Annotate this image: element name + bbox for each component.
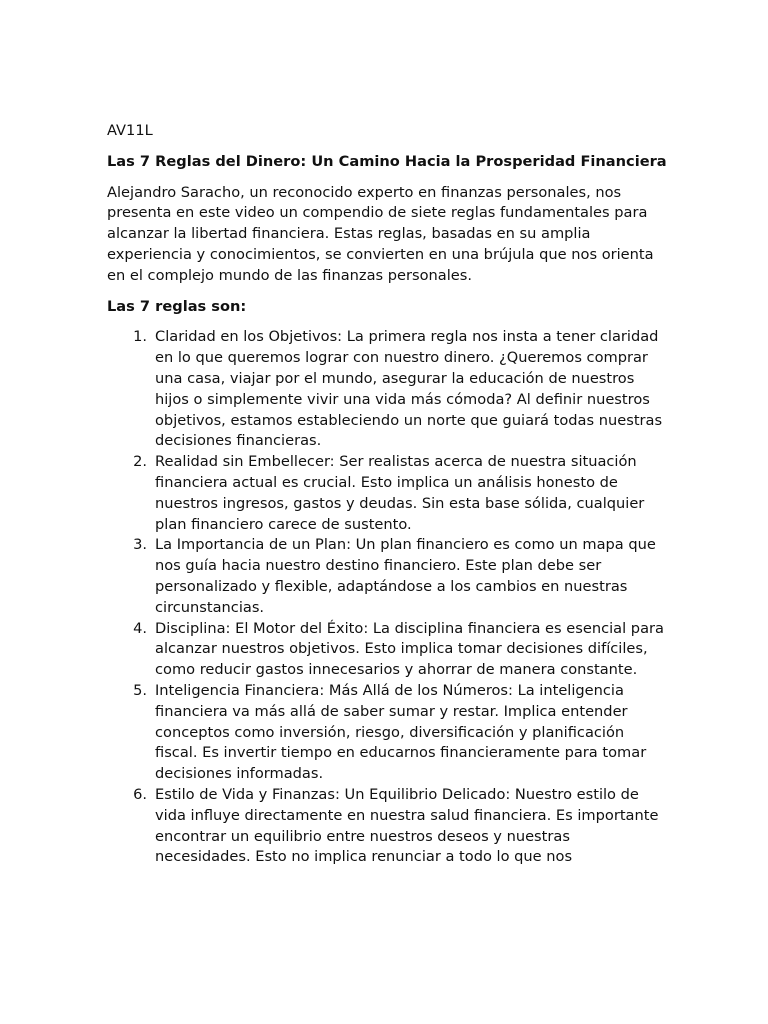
rule-number: 6. <box>133 785 147 803</box>
rule-number: 1. <box>133 328 147 346</box>
document-page <box>107 121 667 868</box>
rule-item <box>107 535 667 618</box>
rule-number: 3. <box>133 536 147 554</box>
rule-item <box>107 452 667 535</box>
rule-text: Disciplina: El Motor del Éxito: La disciplina financiera es esencial para alcanzar nuestros objetivos. Esto implica tomar decisiones difíciles, como reducir gastos innecesarios y ahorrar de manera constante. <box>155 619 664 679</box>
rules-list <box>107 327 667 868</box>
rule-text: Inteligencia Financiera: Más Allá de los Números: La inteligencia financiera va más allá de saber sumar y restar. Implica entender conceptos como inversión, riesgo, diversificación y planificación fiscal. Es invertir tiempo en educarnos financieramente para tomar decisiones informadas. <box>155 681 647 783</box>
rule-item <box>107 785 667 868</box>
document-title: Las 7 Reglas del Dinero: Un Camino Hacia la Prosperidad Financiera <box>107 152 667 170</box>
rule-item <box>107 619 667 681</box>
rule-item <box>107 327 667 452</box>
rule-text: Claridad en los Objetivos: La primera regla nos insta a tener claridad en lo que queremos lograr con nuestro dinero. ¿Queremos comprar una casa, viajar por el mundo, asegurar la educación de nuestros hijos o simplemente vivir una vida más cómoda? Al definir nuestros objetivos, estamos estableciendo un norte que guiará todas nuestras decisiones financieras. <box>155 328 663 450</box>
rule-text: Realidad sin Embellecer: Ser realistas acerca de nuestra situación financiera actual es crucial. Esto implica un análisis honesto de nuestros ingresos, gastos y deudas. Sin esta base sólida, cualquier plan financiero carece de sustento. <box>155 453 645 533</box>
document-code: AV11L <box>107 122 153 139</box>
intro-paragraph: Alejandro Saracho, un reconocido experto en finanzas personales, nos presenta en este video un compendio de siete reglas fundamentales para alcanzar la libertad financiera. Estas reglas, basadas en su amplia experiencia y conocimientos, se convierten en una brújula que nos orienta en el complejo mundo de las finanzas personales. <box>107 183 654 284</box>
rule-number: 5. <box>133 681 147 699</box>
rule-text: Estilo de Vida y Finanzas: Un Equilibrio Delicado: Nuestro estilo de vida influye directamente en nuestra salud financiera. Es importante encontrar un equilibrio entre nuestros deseos y nuestras necesidades. Esto no implica renunciar a todo lo que nos <box>155 785 659 866</box>
rule-number: 4. <box>133 619 147 637</box>
rules-heading: Las 7 reglas son: <box>107 297 247 315</box>
rule-number: 2. <box>133 453 147 471</box>
rule-item <box>107 681 667 785</box>
rule-text: La Importancia de un Plan: Un plan financiero es como un mapa que nos guía hacia nuestro destino financiero. Este plan debe ser personalizado y flexible, adaptándose a los cambios en nuestras circunstancias. <box>155 536 656 616</box>
